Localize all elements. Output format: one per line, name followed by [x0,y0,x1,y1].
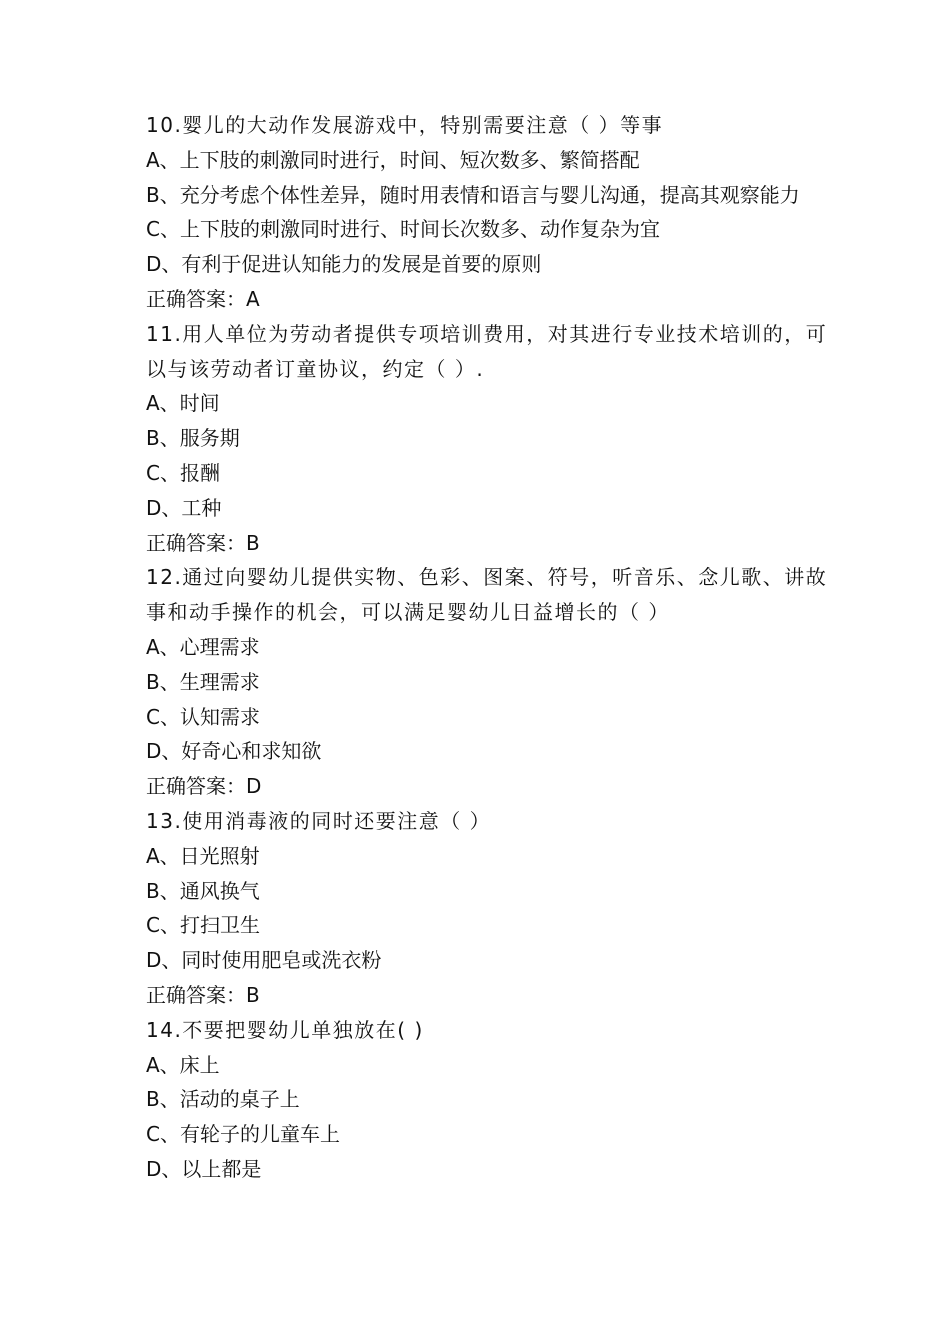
question-stem: 14.不要把婴幼儿单独放在( ) [146,1017,424,1042]
question-13 [146,804,836,1013]
question-stem: 11.用人单位为劳动者提供专项培训费用，对其进行专业技术培训的，可以与该劳动者订童协议，约定（ ）. [146,321,828,381]
option-d: D、工种 [146,495,222,520]
option-b: B、充分考虑个体性差异，随时用表情和语言与婴儿沟通，提高其观察能力 [146,182,800,207]
option-c: C、认知需求 [146,704,260,729]
option-d: D、有利于促进认知能力的发展是首要的原则 [146,252,542,277]
question-14 [146,1013,836,1187]
option-b: B、通风换气 [146,878,260,903]
option-d: D、同时使用肥皂或洗衣粉 [146,948,382,973]
question-stem: 12.通过向婴幼儿提供实物、色彩、图案、符号，听音乐、念儿歌、讲故事和动手操作的机会，可以满足婴幼儿日益增长的（ ） [146,565,828,625]
question-12 [146,560,836,804]
option-a: A、心理需求 [146,634,260,659]
question-10 [146,108,836,317]
question-stem: 13.使用消毒液的同时还要注意（ ） [146,808,492,833]
question-stem: 10.婴儿的大动作发展游戏中，特别需要注意（ ）等事 [146,113,664,137]
option-c: C、打扫卫生 [146,913,260,938]
option-b: B、生理需求 [146,669,260,694]
option-a: A、日光照射 [146,843,260,868]
option-d: D、以上都是 [146,1156,262,1181]
option-c: C、上下肢的刺激同时进行、时间长次数多、动作复杂为宜 [146,217,660,242]
option-a: A、床上 [146,1052,220,1077]
option-c: C、报酬 [146,460,220,485]
option-a: A、时间 [146,391,220,416]
correct-answer: 正确答案：B [146,982,260,1007]
option-a: A、上下肢的刺激同时进行，时间、短次数多、繁简搭配 [146,147,640,172]
option-b: B、活动的桌子上 [146,1087,300,1112]
option-c: C、有轮子的儿童车上 [146,1122,340,1147]
option-b: B、服务期 [146,426,240,451]
correct-answer: 正确答案：B [146,530,260,555]
question-list [146,108,836,1187]
option-d: D、好奇心和求知欲 [146,739,322,764]
correct-answer: 正确答案：D [146,774,262,799]
question-11 [146,317,836,561]
correct-answer: 正确答案：A [146,286,260,311]
